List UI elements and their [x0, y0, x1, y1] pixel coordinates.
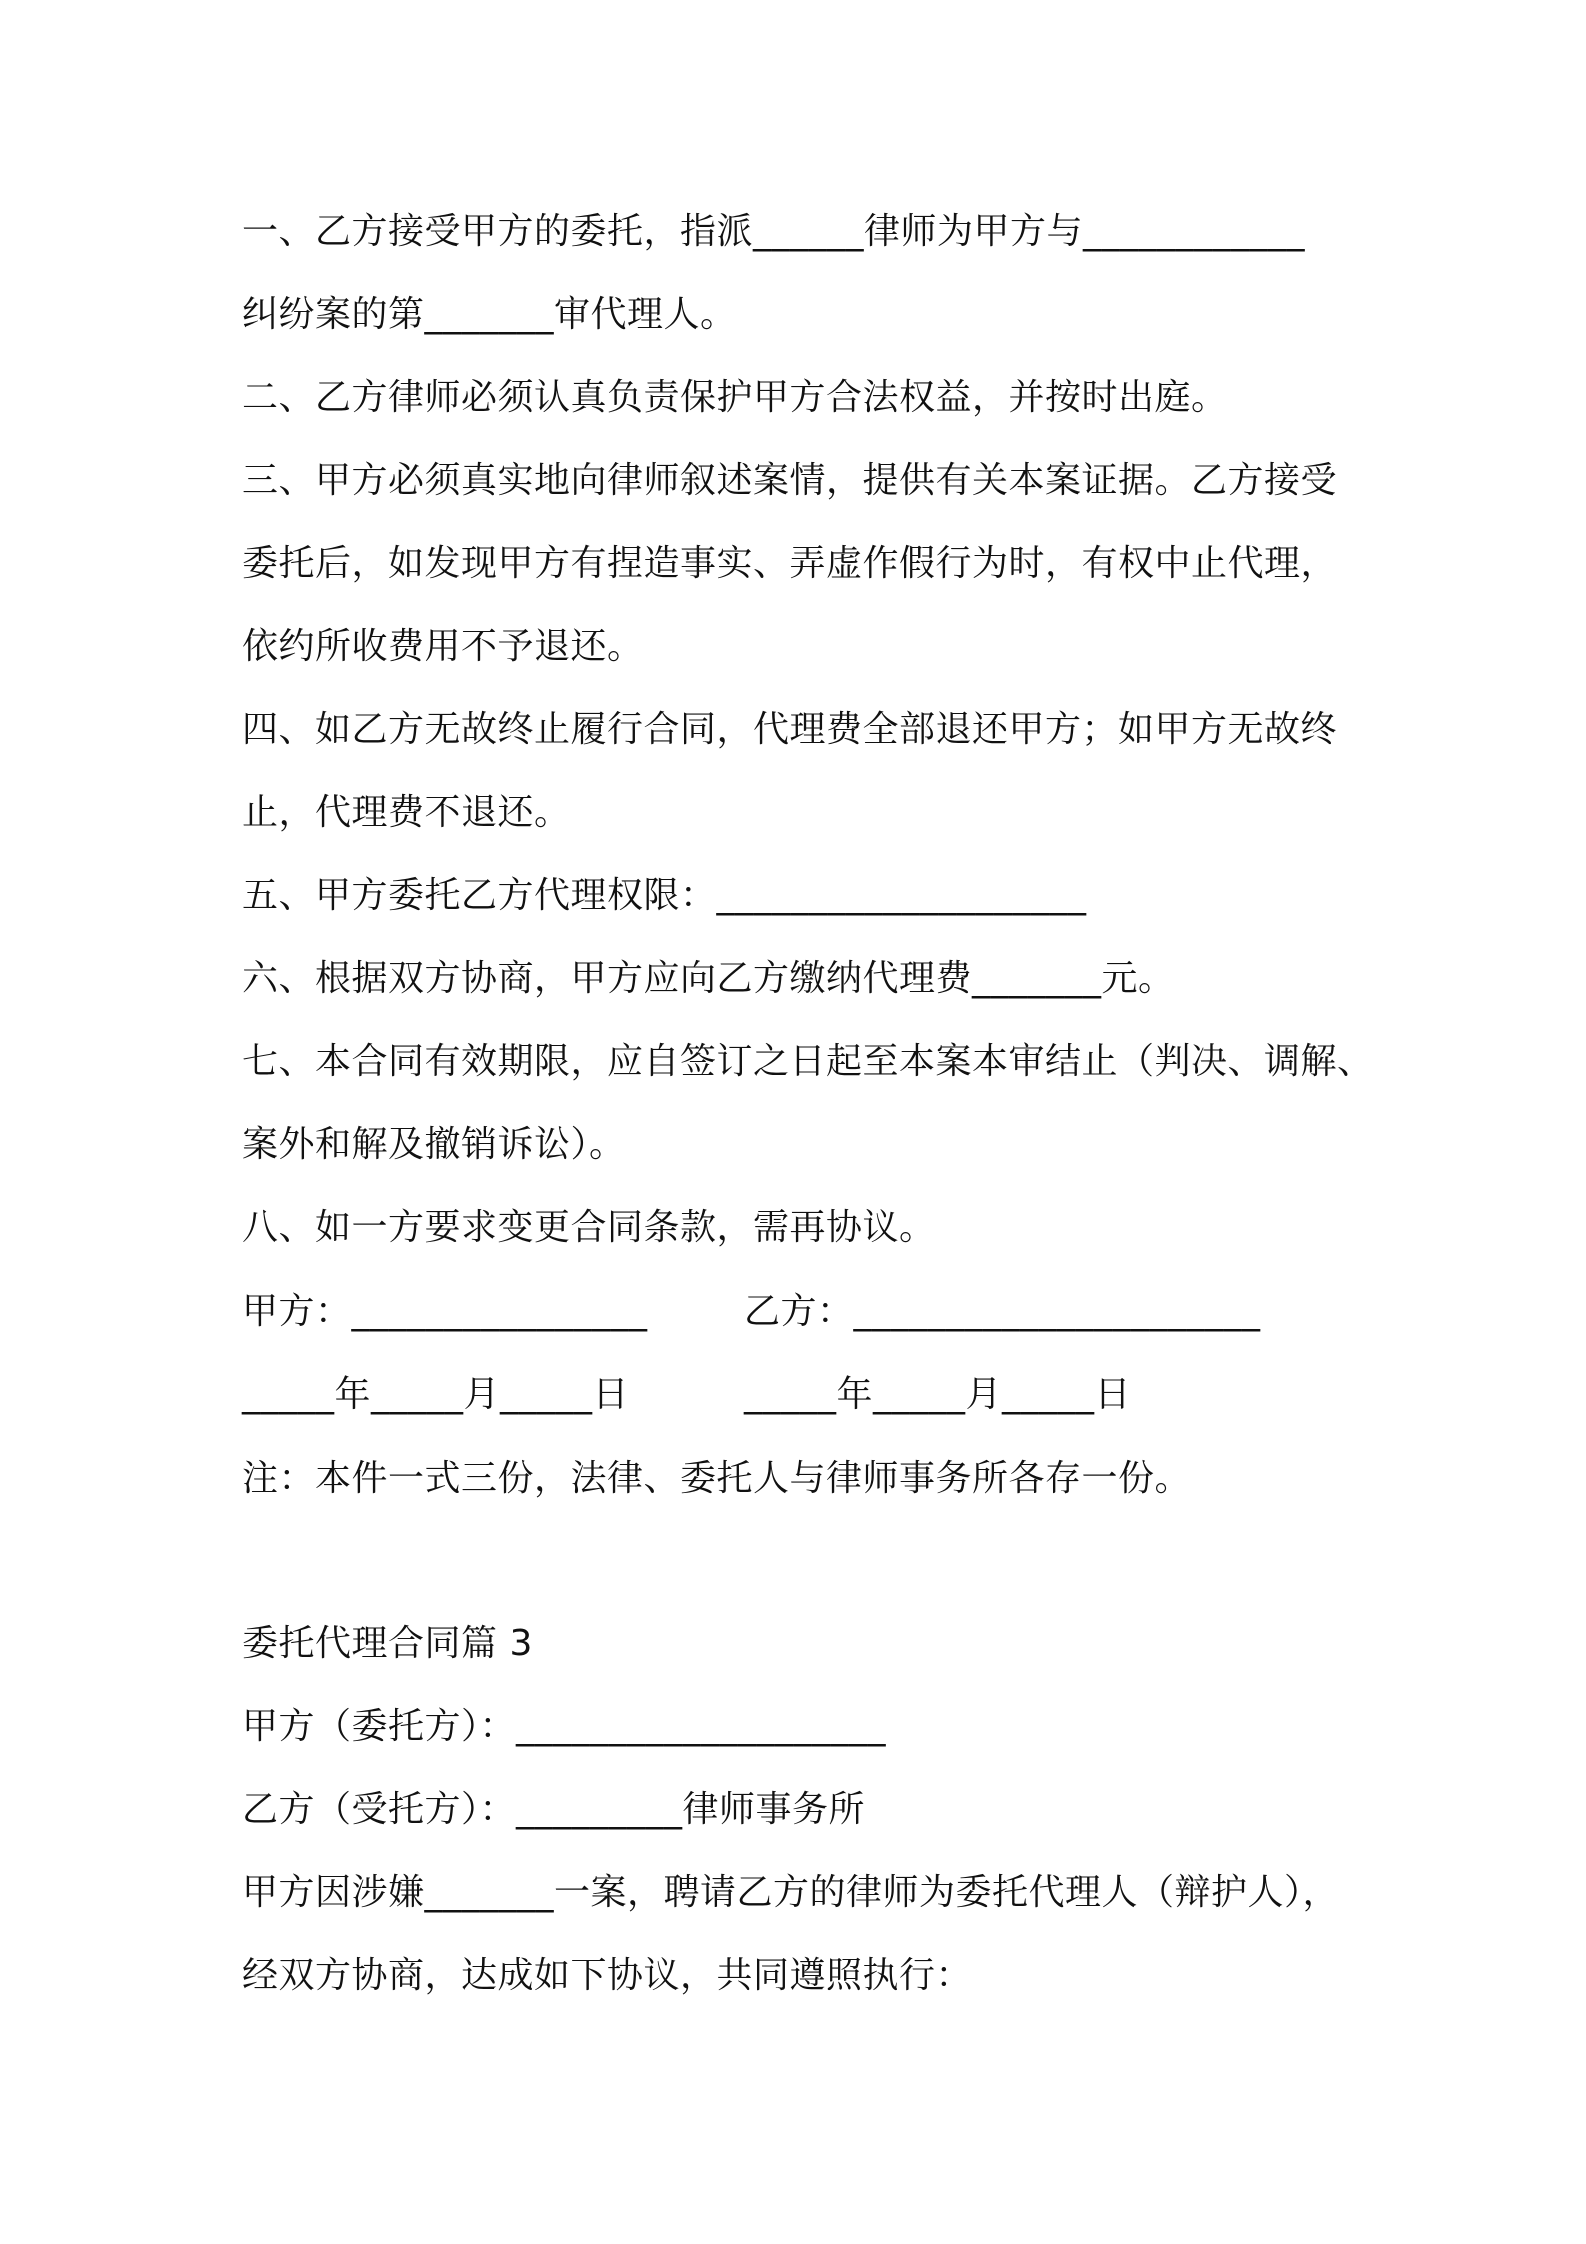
clause-7-line-1: 七、本合同有效期限，应自签订之日起至本案本审结止（判决、调解、	[242, 1041, 1374, 1082]
clause-7-line-2: 案外和解及撤销诉讼）。	[242, 1124, 626, 1165]
signature-party-b: 乙方：______________________	[744, 1291, 1261, 1332]
section-3-party-b: 乙方（受托方）：_________律师事务所	[242, 1789, 866, 1830]
copies-note: 注：本件一式三份，法律、委托人与律师事务所各存一份。	[242, 1458, 1192, 1499]
clause-3-line-2: 委托后，如发现甲方有捏造事实、弄虚作假行为时，有权中止代理，	[242, 543, 1338, 584]
clause-1-line-2: 纠纷案的第_______审代理人。	[242, 294, 737, 335]
section-3-intro-line-1: 甲方因涉嫌_______一案，聘请乙方的律师为委托代理人（辩护人），	[242, 1872, 1340, 1913]
clause-5: 五、甲方委托乙方代理权限：____________________	[242, 875, 1087, 916]
section-3-title: 委托代理合同篇 3	[242, 1623, 533, 1664]
clause-2: 二、乙方律师必须认真负责保护甲方合法权益，并按时出庭。	[242, 377, 1228, 418]
clause-3-line-1: 三、甲方必须真实地向律师叙述案情，提供有关本案证据。乙方接受	[242, 460, 1338, 501]
section-3-intro-line-2: 经双方协商，达成如下协议，共同遵照执行：	[242, 1955, 973, 1996]
signature-date-a: _____年_____月_____日	[242, 1374, 630, 1415]
section-3-party-a: 甲方（委托方）：____________________	[242, 1706, 887, 1747]
clause-4-line-1: 四、如乙方无故终止履行合同，代理费全部退还甲方；如甲方无故终	[242, 709, 1338, 750]
signature-date-b: _____年_____月_____日	[744, 1374, 1132, 1415]
clause-3-line-3: 依约所收费用不予退还。	[242, 626, 644, 667]
signature-party-a: 甲方：________________	[242, 1291, 648, 1332]
clause-4-line-2: 止，代理费不退还。	[242, 792, 571, 833]
clause-6: 六、根据双方协商，甲方应向乙方缴纳代理费_______元。	[242, 958, 1175, 999]
clause-1-line-1: 一、乙方接受甲方的委托，指派______律师为甲方与____________	[242, 211, 1306, 252]
clause-8: 八、如一方要求变更合同条款，需再协议。	[242, 1207, 936, 1248]
